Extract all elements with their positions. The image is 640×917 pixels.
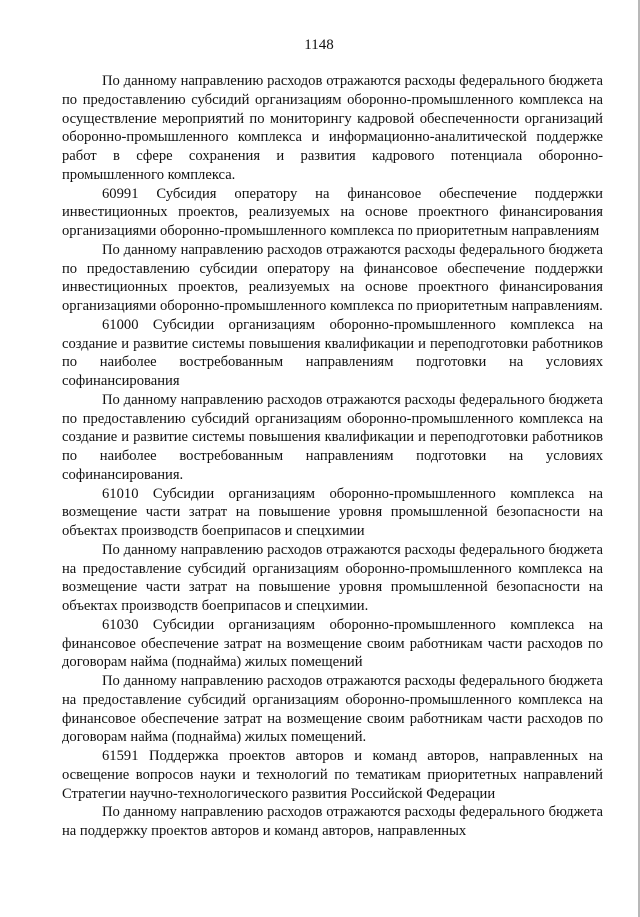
page-number: 1148: [304, 37, 334, 53]
paragraph-expense-code: 61000 Субсидии организациям оборонно-промышленного комплекса на создание и развитие системы повышения квалификации и переподготовки работников по наиболее востребованным направлениям подготовки на условиях софинансирования: [62, 316, 603, 389]
paragraph-description: По данному направлению расходов отражаются расходы федерального бюджета по предоставлению субсидий организациям оборонно-промышленного комплекса на создание и развитие системы повышения квалификации и переподготовки работников по наиболее востребованным направлениям подготовки на условиях софинансирования.: [62, 391, 603, 483]
paragraph-description: По данному направлению расходов отражаются расходы федерального бюджета на предоставление субсидий организациям оборонно-промышленного комплекса на финансовое обеспечение затрат на возмещение своим работникам части расходов по договорам найма (поднайма) жилых помещений.: [62, 673, 603, 746]
document-body: [62, 72, 603, 841]
paragraph-expense-code: 61591 Поддержка проектов авторов и команд авторов, направленных на освещение вопросов науки и технологий по тематикам приоритетных направлений Стратегии научно-технологического развития Российской Федерации: [62, 748, 603, 802]
paragraph-expense-code: 61030 Субсидии организациям оборонно-промышленного комплекса на финансовое обеспечение затрат на возмещение своим работникам части расходов по договорам найма (поднайма) жилых помещений: [62, 616, 603, 671]
paragraph-expense-code: 60991 Субсидия оператору на финансовое обеспечение поддержки инвестиционных проектов, реализуемых на основе проектного финансирования организациями оборонно-промышленного комплекса по приоритетным направлениям: [62, 185, 603, 239]
paragraph-description: По данному направлению расходов отражаются расходы федерального бюджета по предоставлению субсидий организациям оборонно-промышленного комплекса на осуществление мероприятий по мониторингу кадровой обеспеченности организаций оборонно-промышленного комплекса и информационно-аналитической поддержке работ в сфере сохранения и развития кадрового потенциала оборонно-промышленного комплекса.: [62, 73, 603, 183]
paragraph-expense-code: 61010 Субсидии организациям оборонно-промышленного комплекса на возмещение части затрат на повышение уровня промышленной безопасности на объектах производств боеприпасов и спецхимии: [62, 485, 603, 539]
paragraph-description: По данному направлению расходов отражаются расходы федерального бюджета на предоставление субсидий организациям оборонно-промышленного комплекса на возмещение части затрат на повышение уровня промышленной безопасности на объектах производств боеприпасов и спецхимии.: [62, 541, 603, 614]
paragraph-description: По данному направлению расходов отражаются расходы федерального бюджета на поддержку проектов авторов и команд авторов, направленных: [62, 804, 603, 839]
paragraph-description: По данному направлению расходов отражаются расходы федерального бюджета по предоставлению субсидии оператору на финансовое обеспечение поддержки инвестиционных проектов, реализуемых на основе проектного финансирования организациями оборонно-промышленного комплекса по приоритетным направлениям.: [62, 241, 603, 314]
